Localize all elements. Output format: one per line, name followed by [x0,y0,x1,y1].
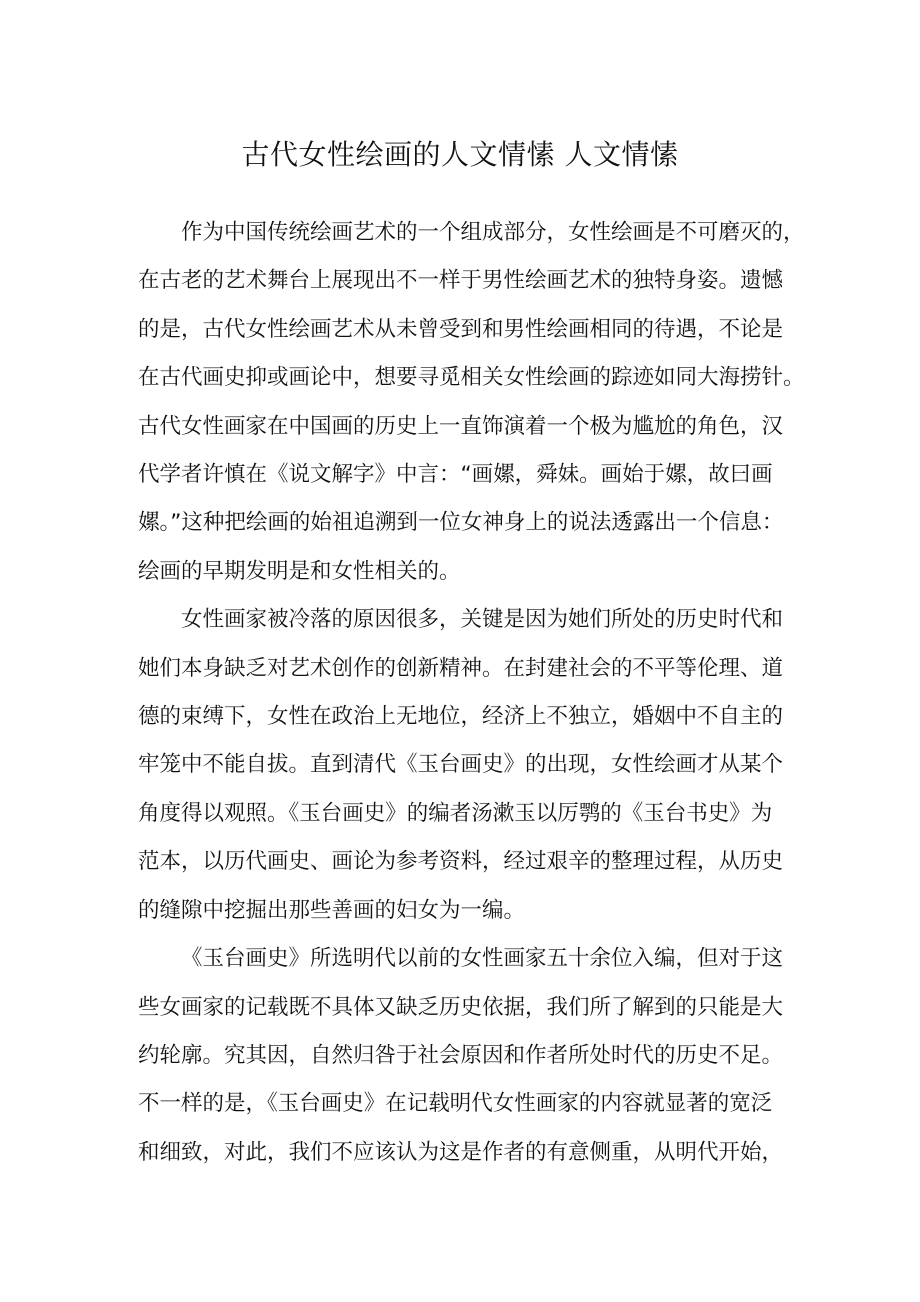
paragraph-line: 绘画的早期发明是和女性相关的。 [138,558,461,584]
paragraph-line: 在古代画史抑或画论中，想要寻觅相关女性绘画的踪迹如同大海捞针。 [138,365,805,391]
paragraph-line: 角度得以观照。《玉台画史》的编者汤漱玉以厉鹗的《玉台书史》为 [138,800,773,826]
paragraph-1 [138,209,805,596]
document-body [138,209,805,1177]
paragraph-line: 作为中国传统绘画艺术的一个组成部分，女性绘画是不可磨灭的， [181,220,805,245]
paragraph-line: 范本，以历代画史、画论为参考资料，经过艰辛的整理过程，从历史 [138,849,784,875]
paragraph-line: 些女画家的记载既不具体又缺乏历史依据，我们所了解到的只能是大 [138,994,784,1020]
paragraph-line: 代学者许慎在《说文解字》中言：“画嫘，舜妹。画始于嫘，故曰画 [138,462,773,488]
paragraph-line: 的缝隙中挖掘出那些善画的妇女为一编。 [138,897,526,923]
document-title: 古代女性绘画的人文情愫 人文情愫 [241,137,679,171]
paragraph-line: 《玉台画史》所选明代以前的女性画家五十余位入编，但对于这 [181,946,784,972]
paragraph-line: 德的束缚下，女性在政治上无地位，经济上不独立，婚姻中不自主的 [138,704,784,730]
paragraph-line: 古代女性画家在中国画的历史上一直饰演着一个极为尴尬的角色，汉 [138,413,784,439]
paragraph-line: 在古老的艺术舞台上展现出不一样于男性绘画艺术的独特身姿。遗憾 [138,268,784,294]
paragraph-line: 不一样的是，《玉台画史》在记载明代女性画家的内容就显著的宽泛 [138,1091,773,1117]
paragraph-line: 嫘。”这种把绘画的始祖追溯到一位女神身上的说法透露出一个信息： [138,510,784,536]
paragraph-3 [138,935,788,1177]
paragraph-line: 她们本身缺乏对艺术创作的创新精神。在封建社会的不平等伦理、道 [138,655,784,681]
paragraph-line: 女性画家被冷落的原因很多，关键是因为她们所处的历史时代和 [181,607,784,633]
paragraph-line: 的是，古代女性绘画艺术从未曾受到和男性绘画相同的待遇，不论是 [138,316,784,342]
paragraph-line: 牢笼中不能自拔。直到清代《玉台画史》的出现，女性绘画才从某个 [138,752,784,778]
paragraph-line: 和细致，对此，我们不应该认为这是作者的有意侧重，从明代开始， [138,1139,784,1165]
paragraph-line: 约轮廓。究其因，自然归咎于社会原因和作者所处时代的历史不足。 [138,1042,784,1068]
paragraph-2 [138,596,788,935]
